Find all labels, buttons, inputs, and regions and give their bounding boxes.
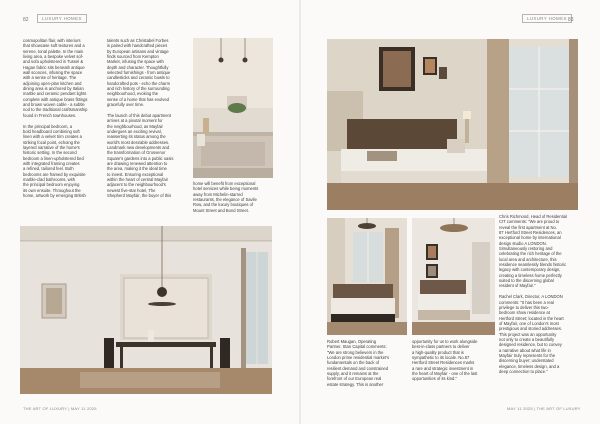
quote-column-1: Robert Maugan, Operating Partner, Stan Capital comments: "We are strong believers in the London prime residential market's fundamentals on the back of resilient demand and constrained supply, and it remains at the forefront of our European real estate strategy. This is another [327, 339, 390, 387]
living-room-photo [20, 226, 272, 394]
page-number-left: 82 [23, 17, 29, 23]
bedroom-photo-2 [412, 218, 495, 335]
article-column-2: talents such as Christabel Forbes is paired with handcrafted pieces by European artisans and vintage finds sourced from Kempton Market, infusing the space with depth and character. Thoughtfully selected furnishings - from antique candlesticks and ceramic bowls to handcrafted pots - echo the charm and rich history of the surrounding neighbourhood, evoking the sense of a home that has evolved gracefully over time. The launch of this debut apartment arrives at a pivotal moment for the neighbourhood, as Mayfair undergoes an exciting revival, reasserting its status among the world's most desirable addresses. Landmark new developments and the transformation of Grosvenor Square's gardens into a public oasis are drawing renewed attention to the area, making it the ideal time to invest. Ensuring exceptional within the heart of central Mayfair adjacent to the neighbourhood's newest five-star hotel, The Shepherd Mayfair, the buyer of this [107, 38, 174, 198]
page-number-right: 83 [568, 17, 574, 23]
right-page [301, 0, 600, 424]
kitchen-photo [193, 38, 273, 178]
article-column-1: cosmopolitan flair, with interiors that showcase soft textures and a serene, tonal palette. In the main living area, a bespoke velvet sof- and sofa upholstered in Tussel & Hagan fabric sits beneath antique wall sconces, infusing the space with a sense of heritage. The adjoining open-plan kitchen and dining area is anchored by Italian marble and ceramic pendant lights complete with antique brass fittings and brown woven cable - a subtle nod to the traditional craftsmanship found in French townhouses. In the principal bedroom, a bold headboard combining soft linen with a velvet trim creates a striking focal point, echoing the layered narrative of the home's historic setting. In the second bedroom a linen-upholstered bed with integrated framing creates a refined, tailored feel. Both bedrooms are framed by exquisite marble-clad bathrooms, with the principal bedroom enjoying its own ensuite. Throughout the home, artwork by emerging British [23, 38, 88, 198]
bedroom-main-photo [327, 39, 578, 210]
bedroom-2-illustration [412, 218, 495, 335]
living-room-illustration [20, 226, 272, 394]
footer-left: THE ART OF LUXURY | MAY 11 2025 [23, 406, 97, 411]
section-tag-left: LUXURY HOMES [37, 14, 87, 23]
kitchen-illustration [193, 38, 273, 178]
footer-right: MAY 11 2025 | THE ART OF LUXURY [507, 406, 581, 411]
bedroom-photo-1 [327, 218, 407, 335]
section-tag-right: LUXURY HOMES [522, 14, 572, 23]
quote-side-column: Chris Richmond, Head of Residential CIT comments: "We are proud to reveal the first apartment at No. 87 Hertford Street Residences, an exceptional home by international design studio A LONDON. Simultaneously restoring and celebrating the rich heritage of the local area and architecture, this residence seamlessly blends historic legacy with contemporary design, creating a timeless home perfectly suited to the discerning global resident of Mayfair." Rachel Clark, Director, A LONDON comments: "It has been a real privilege to deliver this two- bedroom show residence at Hertford Street; located in the heart of Mayfair, one of London's most prestigious and storied addresses. This project was an opportunity not only to create a beautifully designed residence, but to convey a narrative about what life in Mayfair truly represents for the discerning buyer; understated elegance, timeless design, and a deep connection to place." [499, 214, 567, 374]
left-page [0, 0, 299, 424]
quote-column-2: opportunity for us to work alongside best-in-class partners to deliver a high-quality product that is sympathetic to its locale. No.87 Hertford Street Residences marks a rare and strategic investment in the heart of Mayfair - one of the last opportunities of its kind." [412, 339, 478, 382]
bedroom-1-illustration [327, 218, 407, 335]
bedroom-main-illustration [327, 39, 578, 210]
article-column-3: home will benefit from exceptional hotel services while being moments away from Michelin-starred restaurants, the elegance of Savile Row, and the luxury boutiques of Mount Street and Bond Street. [193, 181, 259, 213]
